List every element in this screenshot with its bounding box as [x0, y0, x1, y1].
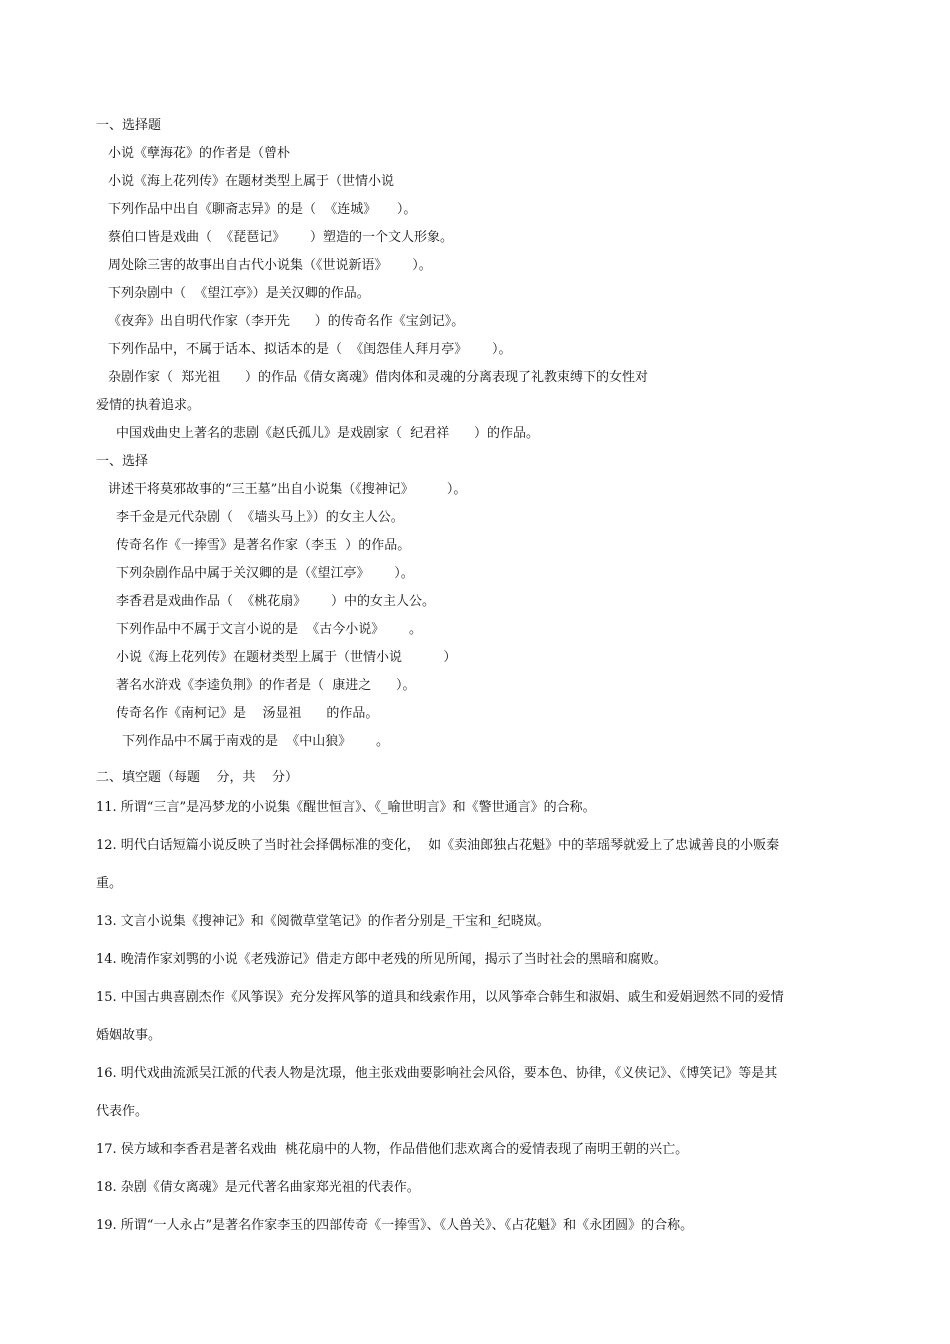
fill-in-item: 15. 中国古典喜剧杰作《风筝误》充分发挥风筝的道具和线索作用，以风筝牵合韩生和淑娟、戚生和爱娟迥然不同的爱情	[96, 990, 784, 1005]
fill-in-item: 13. 文言小说集《搜神记》和《阅微草堂笔记》的作者分别是_干宝和_纪晓岚。	[96, 914, 550, 929]
question-item: 小说《海上花列传》在题材类型上属于（世情小说 ）	[116, 650, 457, 665]
question-item: 下列作品中，不属于话本、拟话本的是（ 《闺怨佳人拜月亭》 ）。	[108, 342, 512, 357]
fill-in-item-continuation: 婚姻故事。	[96, 1028, 162, 1043]
section-heading-choice: 一、选择题	[96, 118, 162, 133]
question-item: 传奇名作《一捧雪》是著名作家（李玉 ）的作品。	[116, 538, 411, 553]
question-item: 传奇名作《南柯记》是 汤显祖 的作品。	[116, 706, 379, 721]
question-item: 下列杂剧中（ 《望江亭》）是关汉卿的作品。	[108, 286, 370, 301]
question-item: 小说《海上花列传》在题材类型上属于（世情小说	[108, 174, 395, 189]
fill-in-item: 16. 明代戏曲流派吴江派的代表人物是沈璟，他主张戏曲要影响社会风俗，要本色、协律，《义侠记》、《博笑记》等是其	[96, 1066, 778, 1081]
question-item: 李香君是戏曲作品（ 《桃花扇》 ）中的女主人公。	[116, 594, 436, 609]
question-item: 下列作品中不属于南戏的是 《中山狼》 。	[122, 734, 390, 749]
section-heading-fill-in: 二、填空题（每题 分，共 分）	[96, 770, 299, 785]
fill-in-item: 11. 所谓“三言”是冯梦龙的小说集《醒世恒言》、《_喻世明言》和《警世通言》的合称。	[96, 800, 596, 815]
question-item: 蔡伯口皆是戏曲（ 《琵琶记》 ）塑造的一个文人形象。	[108, 230, 454, 245]
question-item: 小说《孽海花》的作者是（曾朴	[108, 146, 291, 161]
question-item: 著名水浒戏《李逵负荆》的作者是（ 康进之 ）。	[116, 678, 416, 693]
question-item-continuation: 爱情的执着追求。	[96, 398, 201, 413]
fill-in-item-continuation: 代表作。	[96, 1104, 149, 1119]
question-item: 中国戏曲史上著名的悲剧《赵氏孤儿》是戏剧家（ 纪君祥 ）的作品。	[116, 426, 540, 441]
fill-in-item: 18. 杂剧《倩女离魂》是元代著名曲家郑光祖的代表作。	[96, 1180, 420, 1195]
question-item: 下列作品中不属于文言小说的是 《古今小说》 。	[116, 622, 423, 637]
fill-in-item: 17. 侯方域和李香君是著名戏曲 桃花扇中的人物，作品借他们悲欢离合的爱情表现了南明王朝的兴亡。	[96, 1142, 689, 1157]
question-item: 下列杂剧作品中属于关汉卿的是（《望江亭》 ）。	[116, 566, 414, 581]
fill-in-item: 14. 晚清作家刘鹗的小说《老残游记》借走方郎中老残的所见所闻，揭示了当时社会的黑暗和腐败。	[96, 952, 667, 967]
question-item: 杂剧作家（ 郑光祖 ）的作品《倩女离魂》借肉体和灵魂的分离表现了礼教束缚下的女性对	[108, 370, 649, 385]
question-item: 讲述干将莫邪故事的“三王墓”出自小说集（《搜神记》 ）。	[108, 482, 467, 497]
section-heading-choice-2: 一、选择	[96, 454, 149, 469]
question-item: 下列作品中出自《聊斋志异》的是（ 《连城》 ）。	[108, 202, 417, 217]
fill-in-item: 19. 所谓“一人永占”是著名作家李玉的四部传奇《一捧雪》、《人兽关》、《占花魁》和《永团圆》的合称。	[96, 1218, 694, 1233]
fill-in-item-continuation: 重。	[96, 876, 123, 891]
question-item: 周处除三害的故事出自古代小说集（《世说新语》 ）。	[108, 258, 432, 273]
fill-in-item: 12. 明代白话短篇小说反映了当时社会择偶标准的变化， 如《卖油郎独占花魁》中的莘瑶琴就爱上了忠诚善良的小贩秦	[96, 838, 780, 853]
question-item: 李千金是元代杂剧（ 《墙头马上》）的女主人公。	[116, 510, 404, 525]
question-item: 《夜奔》出自明代作家（李开先 ）的传奇名作《宝剑记》。	[108, 314, 465, 329]
